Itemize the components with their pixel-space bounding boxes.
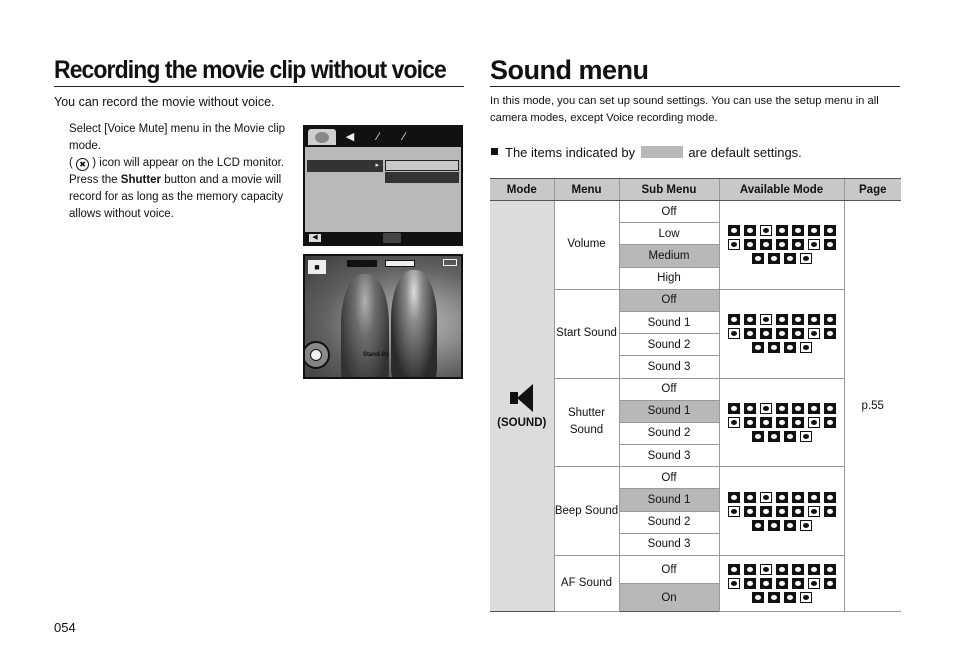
right-intro: In this mode, you can set up sound settings. You can use the setup menu in all camera modes, except Voice recording mode. [490, 95, 879, 124]
scene-mode-icon [800, 520, 812, 531]
battery-icon [443, 259, 457, 266]
scene-mode-icon [760, 314, 772, 325]
scene-mode-icon [800, 592, 812, 603]
scene-mode-icon [792, 239, 804, 250]
sub-menu-cell: Medium [619, 245, 719, 267]
scene-mode-icon [792, 578, 804, 589]
scene-mode-icon [760, 403, 772, 414]
scene-mode-icon [792, 492, 804, 503]
default-note [491, 145, 802, 160]
back-arrow-icon: ◀ [309, 234, 321, 242]
sub-menu-cell: High [619, 267, 719, 289]
scene-mode-icon [728, 417, 740, 428]
scene-mode-icon [760, 492, 772, 503]
scene-mode-icon [776, 578, 788, 589]
lcd-option-1 [385, 160, 459, 171]
voice-mute-highlight-icon [305, 341, 330, 369]
scene-mode-icon [776, 328, 788, 339]
scene-mode-icon [824, 417, 836, 428]
scene-mode-icon [744, 578, 756, 589]
standby-text: Stand-By [363, 352, 390, 358]
scene-mode-icon [776, 417, 788, 428]
scene-mode-icon [792, 403, 804, 414]
lcd-footer [305, 232, 461, 244]
scene-mode-icon [824, 492, 836, 503]
menu-cell: Volume [554, 201, 619, 290]
scene-mode-icon [792, 417, 804, 428]
scene-mode-icon [760, 578, 772, 589]
instruction-line-2: ) icon will appear on the LCD monitor. Press the [69, 157, 285, 186]
scene-mode-icon [808, 239, 820, 250]
scene-mode-icon [728, 564, 740, 575]
scene-mode-icon [728, 225, 740, 236]
available-mode-cell [719, 201, 844, 290]
sub-menu-cell: Sound 1 [619, 400, 719, 422]
scene-mode-icon [768, 253, 780, 264]
photo-person-right [391, 270, 437, 377]
scene-mode-icon [768, 592, 780, 603]
scene-mode-icon [792, 328, 804, 339]
header-mode: Mode [490, 179, 554, 201]
available-mode-cell [719, 378, 844, 467]
mode-label: (SOUND) [497, 417, 547, 429]
instruction-line-3: button and a movie will record for as long as the memory capacity allows without voice. [69, 174, 284, 220]
voice-mute-icon: ✖ [76, 158, 89, 171]
scene-mode-icon [728, 403, 740, 414]
memory-bar [385, 260, 415, 267]
scene-mode-icon [728, 314, 740, 325]
scene-mode-icon [744, 239, 756, 250]
available-mode-icons [720, 492, 844, 531]
scene-mode-icon [808, 564, 820, 575]
scene-mode-icon [784, 431, 796, 442]
scene-mode-icon [792, 506, 804, 517]
sub-menu-cell: Low [619, 223, 719, 245]
scene-mode-icon [808, 403, 820, 414]
photo-person-left [341, 274, 389, 377]
scene-mode-icon [792, 564, 804, 575]
sub-menu-cell: Sound 1 [619, 489, 719, 511]
scene-mode-icon [808, 417, 820, 428]
scene-mode-icon [728, 492, 740, 503]
header-available-mode: Available Mode [719, 179, 844, 201]
speaker-tab-icon: ◀ [345, 131, 355, 143]
left-instructions [69, 121, 297, 223]
scene-mode-icon [728, 506, 740, 517]
scene-mode-icon [800, 253, 812, 264]
scene-mode-icon [824, 506, 836, 517]
right-title-rule [490, 86, 900, 87]
lcd-tab-bar [305, 127, 461, 147]
menu-cell: AF Sound [554, 556, 619, 612]
scene-mode-icon [744, 506, 756, 517]
lcd-footer-block [383, 233, 401, 243]
header-page: Page [844, 179, 901, 201]
scene-mode-icon [776, 239, 788, 250]
shutter-word: Shutter [120, 174, 162, 186]
page-cell: p.55 [844, 201, 901, 612]
lcd-menu-screenshot [303, 125, 463, 246]
available-mode-cell [719, 467, 844, 556]
scene-mode-icon [784, 520, 796, 531]
bullet-square-icon [491, 148, 498, 155]
instruction-line-1: Select [Voice Mute] menu in the Movie clip mode. [69, 123, 286, 152]
scene-mode-icon [728, 328, 740, 339]
scene-mode-icon [744, 225, 756, 236]
sub-menu-cell: Sound 2 [619, 334, 719, 356]
scene-mode-icon [808, 506, 820, 517]
available-mode-icons [720, 225, 844, 264]
scene-mode-icon [784, 342, 796, 353]
default-swatch [641, 146, 683, 158]
page-number: 054 [54, 620, 76, 635]
lcd-option-2 [385, 172, 459, 183]
available-mode-icons [720, 564, 844, 603]
mode-cell [490, 201, 554, 612]
scene-mode-icon [744, 564, 756, 575]
scene-mode-icon [752, 342, 764, 353]
scene-mode-icon [776, 564, 788, 575]
scene-mode-icon [824, 564, 836, 575]
scene-mode-icon [800, 431, 812, 442]
lcd-photo-screenshot [303, 254, 463, 379]
available-mode-icons [720, 403, 844, 442]
sub-menu-cell: Off [619, 201, 719, 223]
movie-mode-icon: ■ [308, 260, 326, 274]
sound-settings-table [490, 178, 901, 612]
record-time-bar [347, 260, 377, 267]
scene-mode-icon [776, 506, 788, 517]
scene-mode-icon [760, 239, 772, 250]
scene-mode-icon [768, 342, 780, 353]
scene-mode-icon [808, 492, 820, 503]
scene-mode-icon [752, 592, 764, 603]
note-pre: The items indicated by [505, 145, 636, 160]
sub-menu-cell: Off [619, 378, 719, 400]
table-row [490, 201, 901, 223]
scene-mode-icon [744, 403, 756, 414]
camera-tab-icon [308, 129, 336, 145]
menu-cell: Start Sound [554, 289, 619, 378]
scene-mode-icon [792, 225, 804, 236]
scene-mode-icon [768, 431, 780, 442]
scene-mode-icon [728, 239, 740, 250]
scene-mode-icon [808, 314, 820, 325]
right-page-title: Sound menu [490, 55, 649, 85]
scene-mode-icon [744, 417, 756, 428]
scene-mode-icon [776, 492, 788, 503]
scene-mode-icon [784, 253, 796, 264]
scene-mode-icon [776, 403, 788, 414]
sub-menu-cell: On [619, 584, 719, 612]
available-mode-cell [719, 556, 844, 612]
sub-menu-cell: Sound 1 [619, 311, 719, 333]
scene-mode-icon [760, 328, 772, 339]
sub-menu-cell: Sound 2 [619, 511, 719, 533]
scene-mode-icon [808, 328, 820, 339]
scene-mode-icon [760, 564, 772, 575]
sub-menu-cell: Off [619, 467, 719, 489]
scene-mode-icon [760, 506, 772, 517]
speaker-icon [508, 383, 536, 413]
scene-mode-icon [808, 578, 820, 589]
scene-mode-icon [824, 578, 836, 589]
available-mode-cell [719, 289, 844, 378]
sub-menu-cell: Sound 2 [619, 422, 719, 444]
scene-mode-icon [744, 492, 756, 503]
scene-mode-icon [808, 225, 820, 236]
left-subtitle: You can record the movie without voice. [54, 95, 275, 109]
scene-mode-icon [800, 342, 812, 353]
scene-mode-icon [752, 431, 764, 442]
header-sub-menu: Sub Menu [619, 179, 719, 201]
instruction-paren-open: ( [69, 157, 73, 169]
scene-mode-icon [752, 253, 764, 264]
menu-cell: Shutter Sound [554, 378, 619, 467]
scene-mode-icon [728, 578, 740, 589]
sub-menu-cell: Off [619, 289, 719, 311]
scene-mode-icon [776, 225, 788, 236]
scene-mode-icon [824, 328, 836, 339]
header-menu: Menu [554, 179, 619, 201]
available-mode-icons [720, 314, 844, 353]
scene-mode-icon [760, 225, 772, 236]
scene-mode-icon [752, 520, 764, 531]
scene-mode-icon [784, 592, 796, 603]
left-title-rule [54, 86, 464, 87]
scene-mode-icon [760, 417, 772, 428]
note-post: are default settings. [688, 145, 802, 160]
sub-menu-cell: Sound 3 [619, 445, 719, 467]
scene-mode-icon [768, 520, 780, 531]
sub-menu-cell: Off [619, 556, 719, 584]
scene-mode-icon [744, 328, 756, 339]
sub-menu-cell: Sound 3 [619, 533, 719, 555]
scene-mode-icon [792, 314, 804, 325]
setup2-tab-icon: ∕ [403, 131, 405, 143]
scene-mode-icon [824, 225, 836, 236]
scene-mode-icon [776, 314, 788, 325]
menu-cell: Beep Sound [554, 467, 619, 556]
scene-mode-icon [744, 314, 756, 325]
left-page-title: Recording the movie clip without voice [54, 56, 446, 84]
sub-menu-cell: Sound 3 [619, 356, 719, 378]
scene-mode-icon [824, 403, 836, 414]
lcd-selected-row: ▸ [307, 160, 383, 172]
setup1-tab-icon: ∕ [377, 131, 379, 143]
scene-mode-icon [824, 314, 836, 325]
scene-mode-icon [824, 239, 836, 250]
